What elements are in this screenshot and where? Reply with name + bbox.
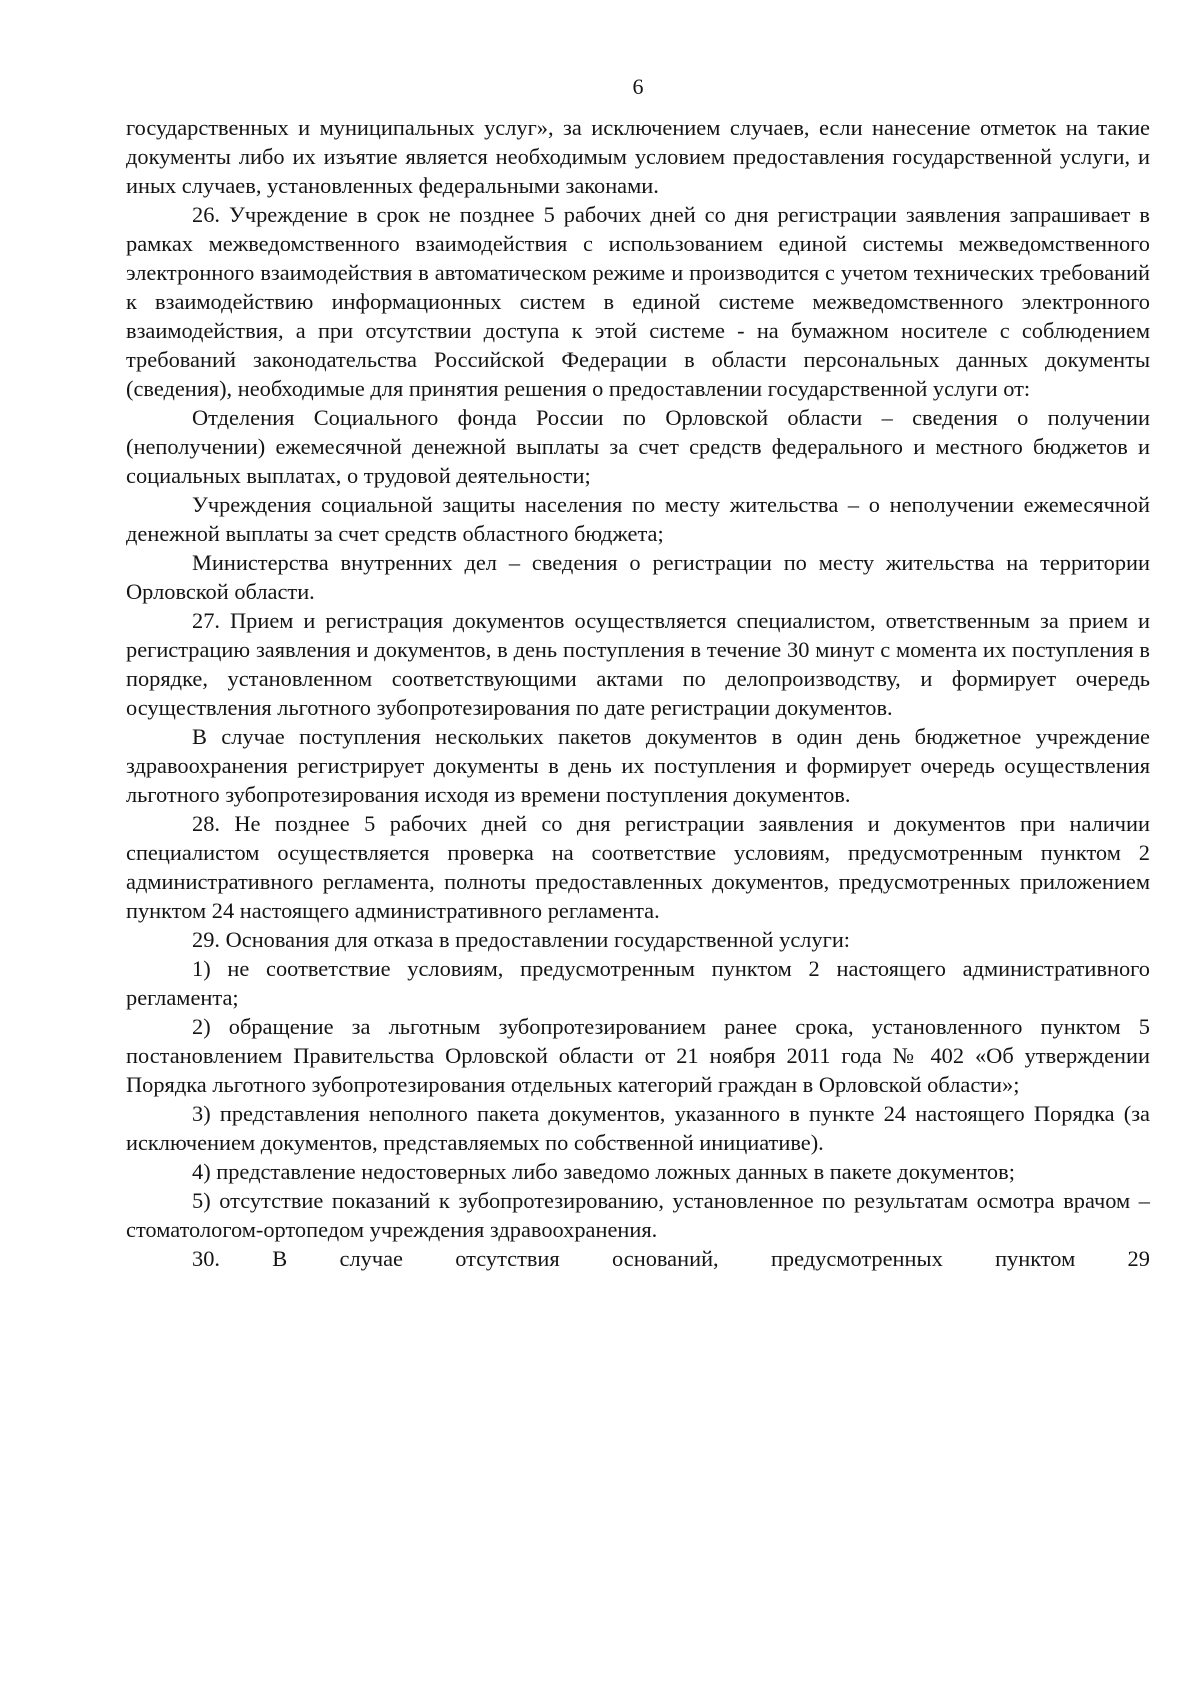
paragraph: Учреждения социальной защиты населения по месту жительства – о неполучении ежемесячной денежной выплаты за счет средств областного бюджета; xyxy=(126,492,1150,546)
word: отсутствия xyxy=(455,1246,560,1271)
document-body xyxy=(126,113,1150,1273)
word: предусмотренных xyxy=(770,1246,943,1271)
word: пунктом xyxy=(995,1246,1076,1271)
paragraph: 2) обращение за льготным зубопротезированием ранее срока, установленного пунктом 5 постановлением Правительства Орловской области от 21 ноября 2011 года № 402 «Об утверждении Порядка льготного зубопротезирования отдельных категорий граждан в Орловской области»; xyxy=(126,1014,1150,1097)
page-number: 6 xyxy=(632,74,644,99)
paragraph: 28. Не позднее 5 рабочих дней со дня регистрации заявления и документов при наличии специалистом осуществляется проверка на соответствие условиям, предусмотренным пунктом 2 административного регламента, полноты предоставленных документов, предусмотренных приложением пунктом 24 настоящего административного регламента. xyxy=(126,811,1150,923)
word: 29 xyxy=(1127,1246,1150,1271)
paragraph: 29. Основания для отказа в предоставлении государственной услуги: xyxy=(192,927,851,952)
word: оснований, xyxy=(612,1246,719,1271)
paragraph: государственных и муниципальных услуг», за исключением случаев, если нанесение отметок на такие документы либо их изъятие является необходимым условием предоставления государственной услуги, и иных случаев, установленных федеральными законами. xyxy=(126,115,1150,198)
paragraph: В случае поступления нескольких пакетов документов в один день бюджетное учреждение здравоохранения регистрирует документы в день их поступления и формирует очередь осуществления льготного зубопротезирования исходя из времени поступления документов. xyxy=(126,724,1150,807)
trailing-line xyxy=(192,1244,1150,1273)
word: 30. xyxy=(192,1246,220,1271)
paragraph: 1) не соответствие условиям, предусмотренным пунктом 2 настоящего административного регламента; xyxy=(126,956,1150,1010)
paragraph: 26. Учреждение в срок не позднее 5 рабочих дней со дня регистрации заявления запрашивает в рамках межведомственного взаимодействия с использованием единой системы межведомственного электронного взаимодействия в автоматическом режиме и производится с учетом технических требований к взаимодействию информационных систем в единой системе межведомственного электронного взаимодействия, а при отсутствии доступа к этой системе - на бумажном носителе с соблюдением требований законодательства Российской Федерации в области персональных данных документы (сведения), необходимые для принятия решения о предоставлении государственной услуги от: xyxy=(126,202,1150,401)
paragraph: Министерства внутренних дел – сведения о регистрации по месту жительства на территории Орловской области. xyxy=(126,550,1150,604)
word: В xyxy=(272,1246,288,1271)
paragraph: 3) представления неполного пакета документов, указанного в пункте 24 настоящего Порядка (за исключением документов, представляемых по собственной инициативе). xyxy=(126,1101,1150,1155)
paragraph: 27. Прием и регистрация документов осуществляется специалистом, ответственным за прием и регистрацию заявления и документов, в день поступления в течение 30 минут с момента их поступления в порядке, установленном соответствующими актами по делопроизводству, и формирует очередь осуществления льготного зубопротезирования по дате регистрации документов. xyxy=(126,608,1150,720)
paragraph: 4) представление недостоверных либо заведомо ложных данных в пакете документов; xyxy=(192,1159,1015,1184)
paragraph: 5) отсутствие показаний к зубопротезированию, установленное по результатам осмотра врачом – стоматологом-ортопедом учреждения здравоохранения. xyxy=(126,1188,1150,1242)
word: случае xyxy=(339,1246,403,1271)
paragraph: Отделения Социального фонда России по Орловской области – сведения о получении (неполучении) ежемесячной денежной выплаты за счет средств федерального и местного бюджетов и социальных выплатах, о трудовой деятельности; xyxy=(126,405,1150,488)
